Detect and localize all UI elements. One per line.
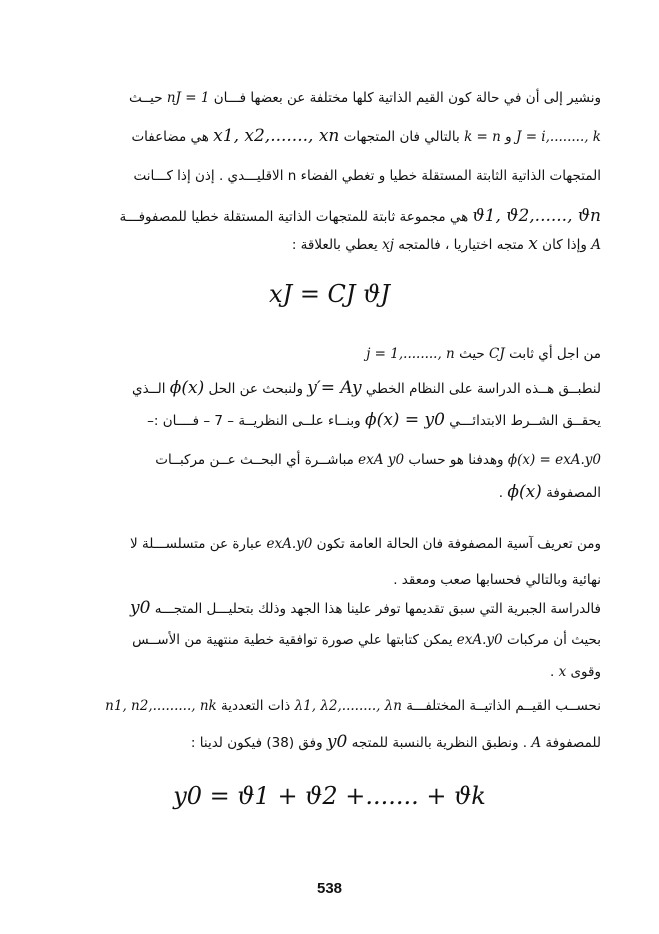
text-run: ومن تعريف آسية المصفوفة فان الحالة العامة تكون <box>316 536 601 552</box>
text-run: ولنبحث عن الحل <box>208 381 303 397</box>
math-inline: ϕ(x) <box>507 482 542 502</box>
math-inline: ϕ(x) = exA.y0 <box>507 452 601 468</box>
math-inline: ϕ(x) = y0 <box>364 410 445 430</box>
text-run: ذات التعددية <box>221 698 291 714</box>
text-line-2 <box>58 126 601 147</box>
text-run: مباشــرة أي البحــث عــن مركبــات <box>155 452 354 468</box>
math-inline: J = i,........, k <box>515 129 601 145</box>
text-line-8 <box>58 410 601 431</box>
text-run: عبارة عن متسلســـلة لا <box>130 536 263 552</box>
math-inline: exA y0 <box>358 452 405 468</box>
text-run: يمكن كتابتها علي صورة توافقية خطية منتهية من الأســس <box>132 632 453 648</box>
text-line-9 <box>58 450 601 470</box>
text-run: ونشير إلى أن في حالة كون القيم الذاتية كلها مختلفة عن بعضها فـــان <box>213 90 601 106</box>
math-inline: y0 <box>129 598 151 618</box>
text-run: المتجهات الذاتية الثابتة المستقلة خطيا و تغطي الفضاء n الاقليـــدي . إذن إذا كـــانت <box>133 168 601 184</box>
text-run: هي مضاعفات <box>131 129 209 145</box>
text-run: وهدفنا هو حساب <box>408 452 504 468</box>
math-inline: CJ <box>489 346 505 362</box>
text-line-15 <box>58 662 601 682</box>
text-run: متجه اختياريا ، فالمتجه <box>398 237 524 253</box>
math-inline: n1, n2,........., nk <box>105 698 217 714</box>
text-line-14 <box>58 630 601 650</box>
text-line-4 <box>58 206 601 227</box>
math-inline: x <box>528 234 538 254</box>
text-run: . <box>549 664 555 680</box>
math-inline: xj <box>382 237 394 253</box>
text-run: نهائية وبالتالي فحسابها صعب ومعقد . <box>393 572 601 588</box>
math-inline: λ1, λ2,........, λn <box>294 698 402 714</box>
math-inline: x1, x2,......., xn <box>213 126 340 146</box>
text-run: حيــث <box>128 90 163 106</box>
text-run: . <box>498 485 504 501</box>
text-line-5 <box>58 234 601 255</box>
text-run: للمصفوفة <box>545 735 601 751</box>
text-line-3 <box>58 166 601 186</box>
math-inline: k = n <box>464 129 501 145</box>
display-equation-1: xJ = CJ ϑJ <box>269 280 390 308</box>
text-line-1 <box>58 88 601 108</box>
math-inline: y′= Ay <box>307 378 362 398</box>
text-run: فالدراسة الجبرية التي سبق تقديمها توفر علينا هذا الجهد وذلك بتحليـــل المتجـــه <box>154 601 601 617</box>
text-line-12 <box>58 570 601 590</box>
math-inline: exA.y0 <box>456 632 503 648</box>
math-inline: ϑ1, ϑ2,......, ϑn <box>472 206 601 226</box>
text-line-13 <box>58 598 601 619</box>
text-run: يحقــق الشــرط الابتدائـــي <box>449 413 601 429</box>
math-inline: exA.y0 <box>266 536 313 552</box>
text-run: بالتالي فان المتجهات <box>343 129 460 145</box>
math-inline: x <box>558 664 567 680</box>
display-equation-2: y0 = ϑ1 + ϑ2 +....... + ϑk <box>173 782 486 810</box>
text-line-11 <box>58 534 601 554</box>
text-line-16 <box>58 696 601 716</box>
text-run: هي مجموعة ثابتة للمتجهات الذاتية المستقلة خطيا للمصفوفـــة <box>119 209 469 225</box>
text-run: الــذي <box>132 381 166 397</box>
text-line-17 <box>58 732 601 753</box>
text-line-6 <box>58 344 601 364</box>
text-run: . ونطبق النظرية بالنسبة للمتجه <box>351 735 528 751</box>
text-line-10 <box>58 482 601 503</box>
text-run: من اجل أي ثابت <box>509 346 601 362</box>
text-run: يعطي بالعلاقة : <box>291 237 378 253</box>
math-inline: ϕ(x) <box>169 378 205 398</box>
text-run: وبنــاء علــى النظريــة – 7 – فــــان :– <box>147 413 361 429</box>
math-inline: y0 <box>326 732 348 752</box>
text-run: بحيث أن مركبات <box>506 632 601 648</box>
text-run: نحســب القيــم الذاتيــة المختلفـــة <box>406 698 601 714</box>
text-run: المصفوفة <box>546 485 601 501</box>
text-run: وإذا كان <box>542 237 587 253</box>
text-run: وفق (38) فيكون لدينا : <box>190 735 323 751</box>
text-line-7 <box>58 378 601 399</box>
text-run: حيث <box>459 346 485 362</box>
math-inline: j = 1,........, n <box>366 346 455 362</box>
text-run: لنطبــق هــذه الدراسة على النظام الخطي <box>365 381 601 397</box>
math-inline: A <box>591 237 601 253</box>
math-inline: nJ = 1 <box>166 90 210 106</box>
text-run: وقوى <box>570 664 601 680</box>
page-number: 538 <box>316 880 343 897</box>
math-inline: A <box>531 735 542 751</box>
text-run: و <box>505 129 512 145</box>
